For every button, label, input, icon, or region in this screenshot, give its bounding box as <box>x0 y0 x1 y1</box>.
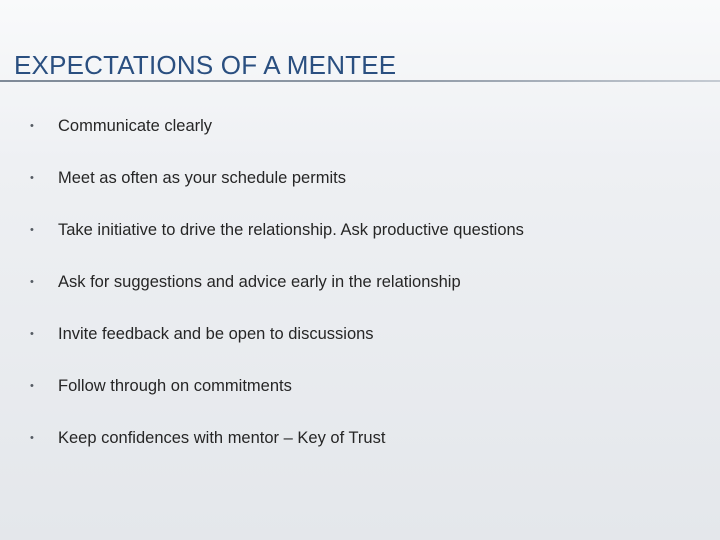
bullet-icon: • <box>30 432 34 444</box>
list-item <box>30 372 710 424</box>
bullet-text: Invite feedback and be open to discussions <box>58 325 374 343</box>
bullet-list <box>30 112 710 476</box>
bullet-text: Keep confidences with mentor – Key of Trust <box>58 429 386 447</box>
list-item <box>30 216 710 268</box>
bullet-icon: • <box>30 276 34 288</box>
title-divider <box>0 80 720 82</box>
bullet-icon: • <box>30 120 34 132</box>
bullet-text: Meet as often as your schedule permits <box>58 169 346 187</box>
bullet-text: Communicate clearly <box>58 117 213 135</box>
list-item <box>30 112 710 164</box>
bullet-text: Ask for suggestions and advice early in the relationship <box>58 273 461 291</box>
bullet-icon: • <box>30 380 34 392</box>
slide-title: EXPECTATIONS OF A MENTEE <box>14 50 397 80</box>
bullet-text: Follow through on commitments <box>58 377 292 395</box>
list-item <box>30 164 710 216</box>
list-item <box>30 268 710 320</box>
bullet-icon: • <box>30 328 34 340</box>
bullet-text: Take initiative to drive the relationship. Ask productive questions <box>58 221 524 239</box>
bullet-icon: • <box>30 172 34 184</box>
list-item <box>30 424 710 476</box>
bullet-icon: • <box>30 224 34 236</box>
list-item <box>30 320 710 372</box>
